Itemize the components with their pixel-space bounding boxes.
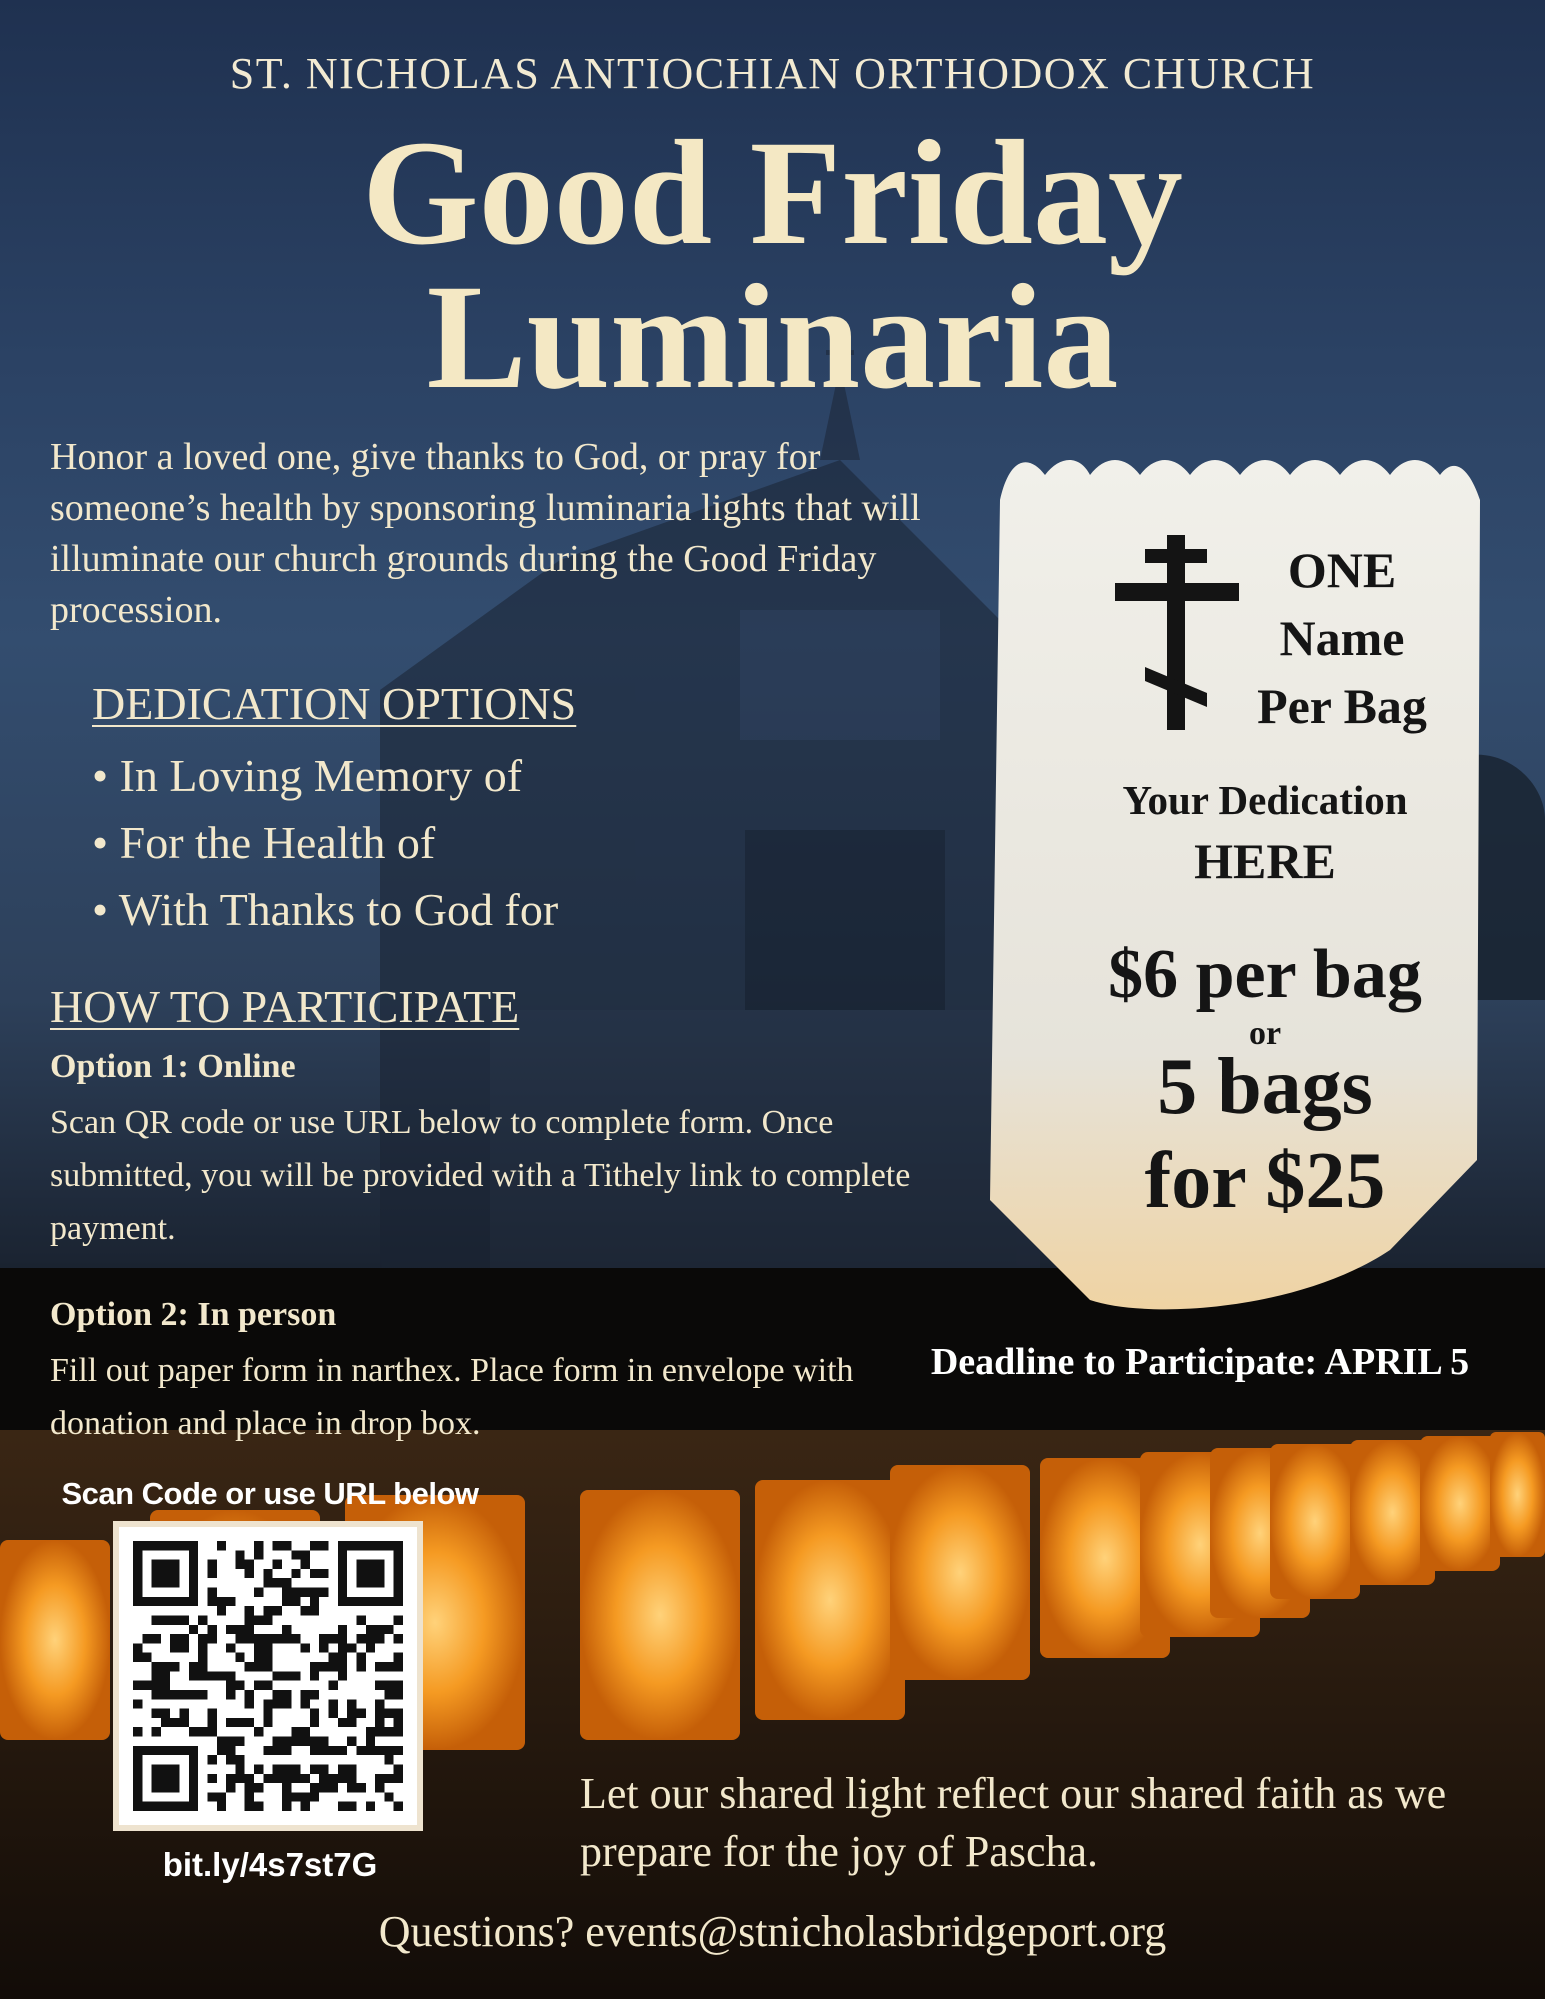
qr-code[interactable] bbox=[113, 1521, 423, 1831]
dedication-option: • With Thanks to God for bbox=[92, 876, 558, 943]
dedication-option: • For the Health of bbox=[92, 809, 558, 876]
option-2-text: Fill out paper form in narthex. Place form in envelope with donation and place in drop box. bbox=[50, 1352, 854, 1442]
title-line-2: Luminaria bbox=[426, 254, 1119, 420]
title-line-1: Good Friday bbox=[362, 110, 1183, 276]
organization-name: ST. NICHOLAS ANTIOCHIAN ORTHODOX CHURCH bbox=[229, 49, 1316, 98]
bag-line-one: ONE bbox=[1287, 542, 1397, 598]
bag-line-per-bag: Per Bag bbox=[1257, 678, 1427, 734]
qr-caption: Scan Code or use URL below bbox=[61, 1476, 479, 1511]
orthodox-cross-icon bbox=[1115, 535, 1245, 735]
dedication-here: HERE bbox=[1194, 833, 1336, 889]
closing-message: Let our shared light reflect our shared faith as we prepare for the joy of Pascha. bbox=[580, 1769, 1447, 1876]
dedication-label: Your Dedication bbox=[1122, 777, 1408, 823]
price-single: $6 per bag bbox=[1108, 936, 1422, 1013]
contact-email[interactable]: Questions? events@stnicholasbridgeport.org bbox=[378, 1907, 1167, 1956]
price-bundle-line-2: for $25 bbox=[1144, 1137, 1386, 1225]
option-1-title: Option 1: Online bbox=[50, 1048, 296, 1085]
dedication-option: • In Loving Memory of bbox=[92, 742, 558, 809]
qr-code-pattern bbox=[133, 1541, 403, 1811]
deadline-text: Deadline to Participate: APRIL 5 bbox=[930, 1341, 1470, 1383]
intro-text: Honor a loved one, give thanks to God, or pray for someone’s health by sponsoring luminaria lights that will illuminate our church grounds during the Good Friday procession. bbox=[50, 436, 921, 631]
bag-line-name: Name bbox=[1279, 610, 1405, 666]
price-or: or bbox=[1248, 1015, 1282, 1052]
price-bundle bbox=[1075, 1040, 1455, 1228]
dedication-heading: DEDICATION OPTIONS bbox=[92, 678, 577, 729]
dedication-list bbox=[92, 742, 558, 943]
option-2-title: Option 2: In person bbox=[50, 1296, 337, 1333]
option-1-text: Scan QR code or use URL below to complete form. Once submitted, you will be provided with a Tithely link to complete payment. bbox=[50, 1104, 911, 1247]
bag-one-name-text bbox=[1232, 536, 1452, 740]
participate-heading: HOW TO PARTICIPATE bbox=[50, 981, 520, 1032]
price-bundle-line-1: 5 bags bbox=[1157, 1043, 1373, 1131]
qr-url-link[interactable]: bit.ly/4s7st7G bbox=[162, 1846, 378, 1883]
